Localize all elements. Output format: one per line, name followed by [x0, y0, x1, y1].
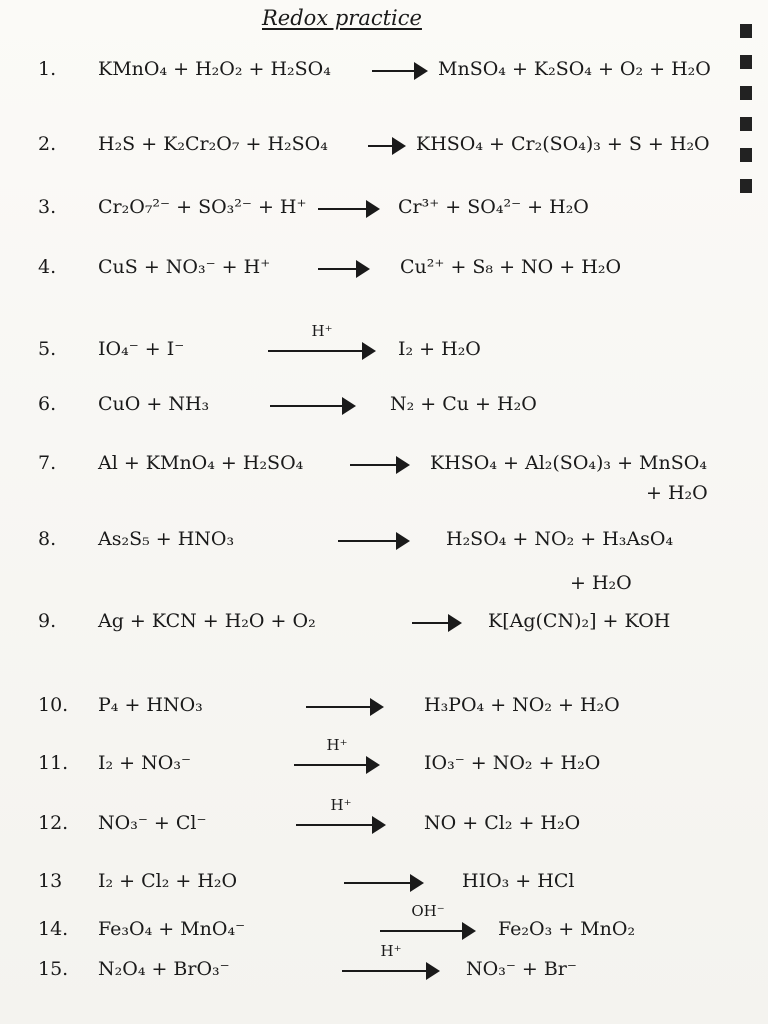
products: Cr³⁺ + SO₄²⁻ + H₂O [398, 196, 589, 218]
reactants: IO₄⁻ + I⁻ [98, 338, 185, 360]
products: MnSO₄ + K₂SO₄ + O₂ + H₂O [438, 58, 711, 80]
equation-number: 8. [38, 528, 57, 550]
products: H₂SO₄ + NO₂ + H₃AsO₄ [446, 528, 674, 550]
arrow-shaft [338, 540, 400, 542]
arrow-head-icon [372, 816, 386, 834]
products: I₂ + H₂O [398, 338, 481, 360]
arrow-shaft [318, 268, 360, 270]
reaction-arrow [372, 58, 428, 98]
arrow-head-icon [426, 962, 440, 980]
equation-number: 3. [38, 196, 57, 218]
reactants: Al + KMnO₄ + H₂SO₄ [98, 452, 304, 474]
edge-mark [740, 24, 752, 38]
edge-mark [740, 148, 752, 162]
products: HIO₃ + HCl [462, 870, 575, 892]
arrow-condition: H⁺ [380, 942, 402, 960]
arrow-shaft [306, 706, 374, 708]
products: NO₃⁻ + Br⁻ [466, 958, 577, 980]
equation-number: 6. [38, 393, 57, 415]
page-title: Redox practice [262, 6, 422, 30]
arrow-head-icon [462, 922, 476, 940]
arrow-head-icon [362, 342, 376, 360]
products: N₂ + Cu + H₂O [390, 393, 537, 415]
equation-number: 13 [38, 870, 63, 892]
reactants: I₂ + NO₃⁻ [98, 752, 191, 774]
equation-number: 7. [38, 452, 57, 474]
reactants: KMnO₄ + H₂O₂ + H₂SO₄ [98, 58, 331, 80]
equation-number: 10. [38, 694, 69, 716]
reactants: NO₃⁻ + Cl⁻ [98, 812, 207, 834]
arrow-head-icon [396, 456, 410, 474]
reaction-arrow [350, 452, 410, 492]
arrow-head-icon [410, 874, 424, 892]
arrow-shaft [342, 970, 430, 972]
reactants: CuO + NH₃ [98, 393, 210, 415]
arrow-head-icon [414, 62, 428, 80]
products: H₃PO₄ + NO₂ + H₂O [424, 694, 620, 716]
reaction-arrow [368, 133, 406, 173]
equation-number: 2. [38, 133, 57, 155]
reactants: As₂S₅ + HNO₃ [98, 528, 235, 550]
arrow-shaft [380, 930, 466, 932]
equation-number: 4. [38, 256, 57, 278]
arrow-shaft [268, 350, 366, 352]
arrow-shaft [270, 405, 346, 407]
products: Cu²⁺ + S₈ + NO + H₂O [400, 256, 622, 278]
arrow-head-icon [370, 698, 384, 716]
arrow-shaft [372, 70, 418, 72]
arrow-shaft [412, 622, 452, 624]
products: Fe₂O₃ + MnO₂ [498, 918, 636, 940]
reactants: H₂S + K₂Cr₂O₇ + H₂SO₄ [98, 133, 328, 155]
arrow-condition: H⁺ [330, 796, 352, 814]
products: NO + Cl₂ + H₂O [424, 812, 581, 834]
edge-mark [740, 117, 752, 131]
arrow-shaft [294, 764, 370, 766]
arrow-head-icon [396, 532, 410, 550]
edge-mark [740, 55, 752, 69]
reactants: Cr₂O₇²⁻ + SO₃²⁻ + H⁺ [98, 196, 307, 218]
arrow-condition: H⁺ [326, 736, 348, 754]
arrow-head-icon [356, 260, 370, 278]
products-continuation: + H₂O [646, 482, 708, 504]
arrow-shaft [318, 208, 370, 210]
reaction-arrow [318, 196, 380, 236]
arrow-condition: H⁺ [311, 322, 333, 340]
products: KHSO₄ + Cr₂(SO₄)₃ + S + H₂O [416, 133, 710, 155]
reactants: I₂ + Cl₂ + H₂O [98, 870, 238, 892]
reaction-arrow [338, 528, 410, 568]
page-edge-marks [740, 24, 752, 210]
arrow-condition: OH⁻ [411, 902, 445, 920]
reaction-arrow [412, 610, 462, 650]
equation-number: 12. [38, 812, 69, 834]
reaction-arrow [318, 256, 370, 296]
equation-number: 11. [38, 752, 69, 774]
arrow-shaft [296, 824, 376, 826]
reaction-arrow [296, 796, 386, 852]
arrow-head-icon [366, 756, 380, 774]
reaction-arrow [342, 942, 440, 998]
equation-number: 5. [38, 338, 57, 360]
arrow-head-icon [342, 397, 356, 415]
arrow-head-icon [366, 200, 380, 218]
reactants: Fe₃O₄ + MnO₄⁻ [98, 918, 246, 940]
equation-number: 15. [38, 958, 69, 980]
reaction-arrow [306, 694, 384, 734]
equation-number: 14. [38, 918, 69, 940]
arrow-shaft [344, 882, 414, 884]
edge-mark [740, 179, 752, 193]
arrow-head-icon [448, 614, 462, 632]
products-continuation: + H₂O [570, 572, 632, 594]
equation-number: 9. [38, 610, 57, 632]
arrow-shaft [350, 464, 400, 466]
reaction-arrow [268, 322, 376, 378]
products: K[Ag(CN)₂] + KOH [488, 610, 671, 632]
reactants: Ag + KCN + H₂O + O₂ [98, 610, 316, 632]
arrow-head-icon [392, 137, 406, 155]
reactants: CuS + NO₃⁻ + H⁺ [98, 256, 271, 278]
equation-number: 1. [38, 58, 57, 80]
edge-mark [740, 86, 752, 100]
products: IO₃⁻ + NO₂ + H₂O [424, 752, 601, 774]
reaction-arrow [270, 393, 356, 433]
reactants: N₂O₄ + BrO₃⁻ [98, 958, 230, 980]
reaction-arrow [294, 736, 380, 792]
products: KHSO₄ + Al₂(SO₄)₃ + MnSO₄ [430, 452, 707, 474]
reactants: P₄ + HNO₃ [98, 694, 203, 716]
